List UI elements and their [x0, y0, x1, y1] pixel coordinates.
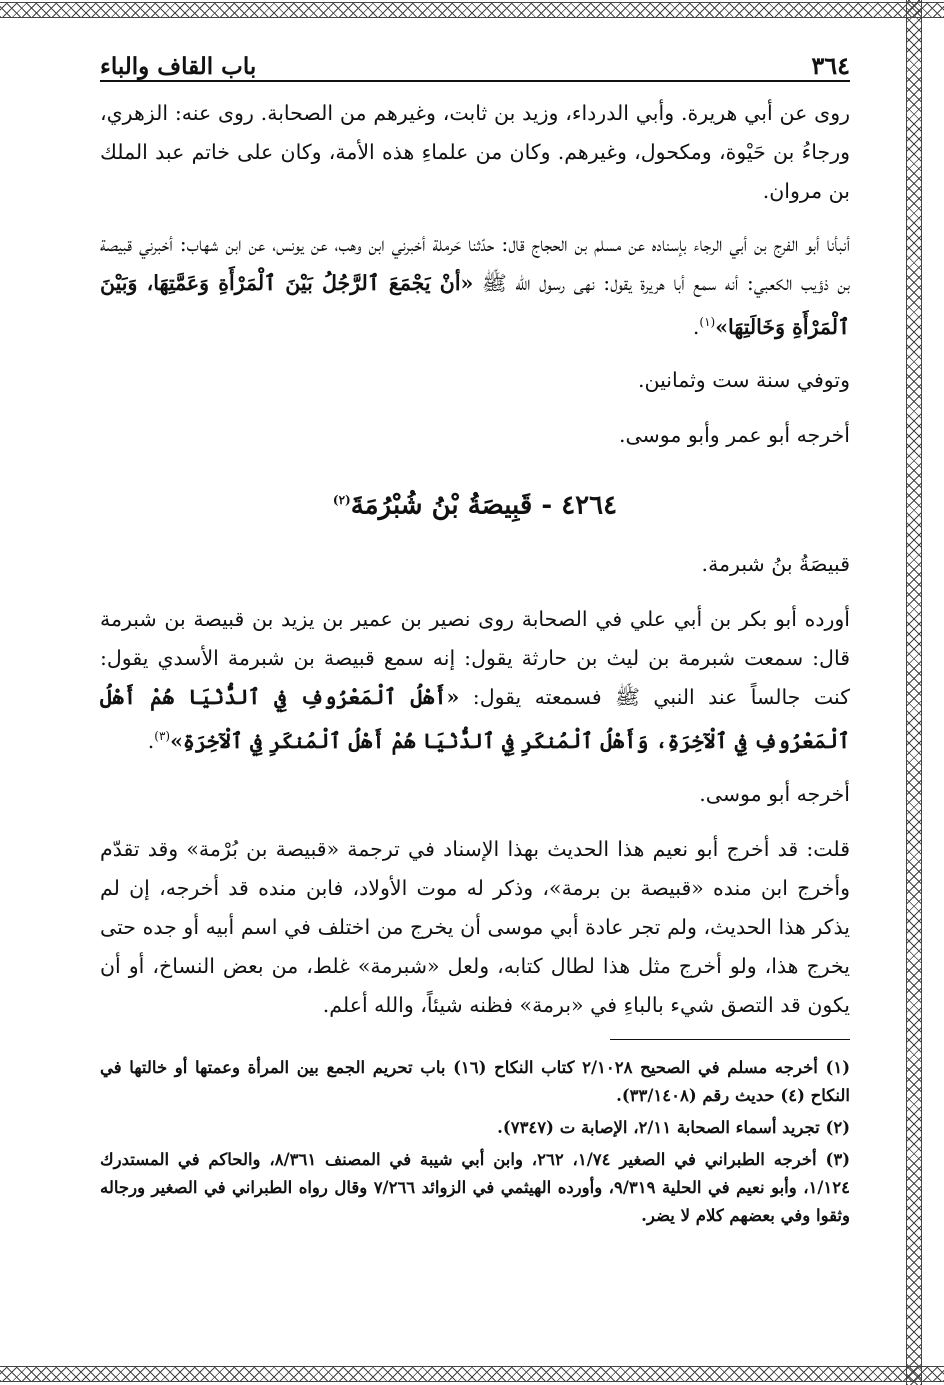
- entry-title: [100, 481, 850, 526]
- book-page: [100, 30, 850, 1350]
- paragraph-commentary: قلت: قد أخرج أبو نعيم هذا الحديث بهذا الإسناد في ترجمة «قبيصة بن بُرْمة» وقد تقدّم وأخرج ابن منده «قبيصة بن برمة»، وذكر له موت الأولاد، فابن منده قد أخرجه، إن لم يذكر هذا الحديث، ولم تجر عادة أبي موسى أن يخرج من اختلف في اسم أبيه أو جده حتى يخرج هذا، ولو أخرج مثل هذا لطال كتابه، ولعل «شبرمة» غلط، من بعض النساخ، أو أن يكون قد التصق شيء بالباءِ في «برمة» فظنه شيئاً، والله أعلم.: [100, 837, 850, 1018]
- page-number: ٣٦٤: [811, 51, 850, 80]
- paragraph-isnad-2: [100, 600, 850, 761]
- entry-title-text: ٤٢٦٤ - قَبِيصَةُ بْنُ شُبْرُمَةَ: [350, 490, 618, 521]
- decorative-border-bottom: [0, 1366, 944, 1382]
- decorative-border-top: [0, 2, 944, 18]
- paragraph-death-year: وتوفي سنة ست وثمانين.: [637, 367, 850, 392]
- sentence-end: .: [692, 314, 700, 339]
- footnotes: [100, 1054, 850, 1230]
- hadith-text: «أَهْلُ ٱلْمَعْرُوفِ فِي ٱلدُّنْيَا هُمْ أَهْلُ ٱلْمَعْرُوفِ فِي ٱلْآخِرَةِ، وَأَهْلُ ٱلْمُنكَرِ فِي ٱلدُّنْيَا هُمْ أَهْلُ ٱلْمُنكَرِ فِي ٱلْآخِرَةِ»: [100, 685, 850, 754]
- paragraph-isnad-1: [100, 225, 850, 347]
- paragraph-attribution-2: أخرجه أبو موسى.: [699, 782, 850, 807]
- isnad-text: أورده أبو بكر بن أبي علي في الصحابة روى نصير بن عمير بن يزيد بن قبيصة بن شبرمة قال: سمعت شبرمة بن ليث بن حارثة يقول: إنه سمع قبيصة بن شبرمة الأسدي يقول: كنت جالساً عند النبي ﷺ فسمعته يقول:: [100, 607, 850, 710]
- hadith-text: «أنْ يَجْمَعَ ٱلرَّجُلُ بَيْنَ ٱلْمَرْأَةِ وَعَمَّتِهَا، وَبَيْنَ ٱلْمَرْأَةِ وَخَالَتِهَا»: [100, 271, 850, 339]
- paragraph-name: قبيصَةُ بنُ شبرمة.: [701, 552, 850, 577]
- footnote-divider: [610, 1039, 850, 1040]
- footnote-3: (٣) أخرجه الطبراني في الصغير ١/٧٤، ٢٦٢، وابن أبي شيبة في المصنف ٨/٣٦١، والحاكم في المستدرك ١/١٢٤، وأبو نعيم في الحلية ٩/٣١٩، وأورده الهيثمي في الزوائد ٧/٢٦٦ وقال رواه الطبراني في الصغير ورجاله وثقوا وفي بعضهم كلام لا يضر.: [100, 1150, 851, 1226]
- sentence-end: .: [147, 729, 155, 754]
- main-text: [100, 94, 850, 1025]
- footnote-ref-3: (٣): [154, 729, 171, 744]
- running-title: باب القاف والباء: [100, 53, 257, 80]
- footnote-ref-2: (٢): [332, 492, 351, 507]
- footnote-2: (٢) تجريد أسماء الصحابة ٢/١١، الإصابة ت (٧٣٤٧).: [497, 1118, 850, 1138]
- isnad-text: أنبأنا أبو الفرج بن أبي الرجاء بإسناده عن مسلم بن الحجاج قال: حدّثنا حَرملة أخبرني ابن وهب، عن يونس، عن ابن شهاب: أخبرني قبيصة بن ذؤيب الكعبي: أنه سمع أبا هريرة يقول: نهى رسول الله ﷺ: [100, 232, 850, 295]
- paragraph-narrators: روى عن أبي هريرة. وأبي الدرداء، وزيد بن ثابت، وغيرهم من الصحابة. روى عنه: الزهري، ورجاءُ بن حَيْوة، ومكحول، وغيرهم. وكان من علماءِ هذه الأمة، وكان على خاتم عبد الملك بن مروان.: [100, 101, 850, 203]
- paragraph-attribution-1: أخرجه أبو عمر وأبو موسى.: [618, 422, 850, 447]
- page-header: [100, 30, 850, 82]
- footnote-ref-1: (١): [699, 315, 716, 329]
- decorative-border-right: [906, 0, 922, 1385]
- footnote-1: (١) أخرجه مسلم في الصحيح ٢/١٠٢٨ كتاب النكاح (١٦) باب تحريم الجمع بين المرأة وعمتها أو خالتها في النكاح (٤) حديث رقم (٣٣/١٤٠٨).: [100, 1058, 850, 1106]
